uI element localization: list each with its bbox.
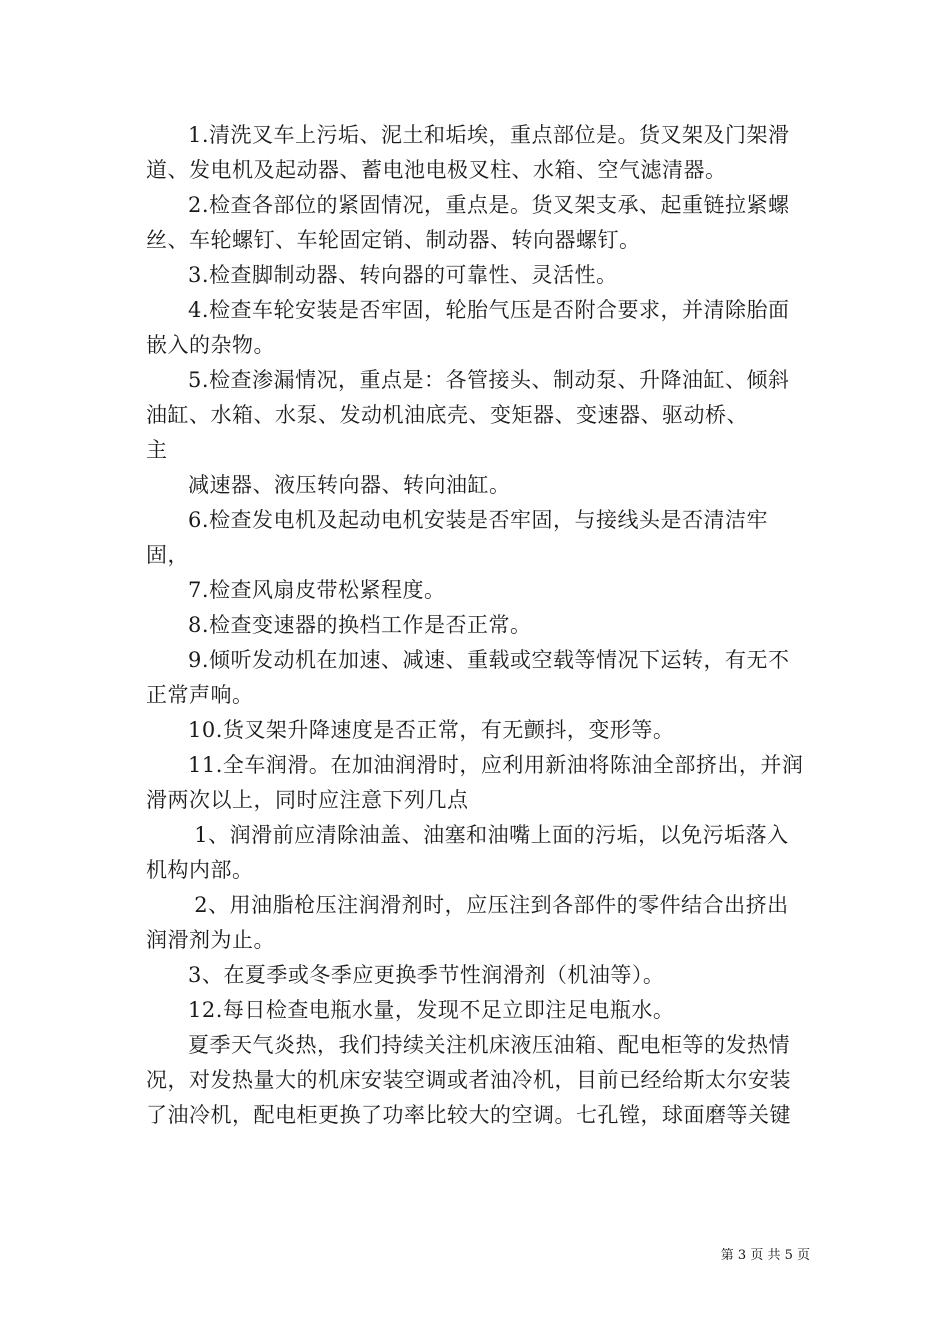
paragraph-8: 8.检查变速器的换档工作是否正常。 — [188, 613, 532, 637]
sub-item-2: 2、用油脂枪压注润滑剂时，应压注到各部件的零件结合出挤出润滑剂为止。 — [146, 893, 789, 952]
document-body — [146, 118, 810, 1133]
paragraph-6: 6.检查发电机及起动电机安装是否牢固，与接线头是否清洁牢固， — [146, 508, 769, 567]
paragraph-5: 5.检查渗漏情况，重点是：各管接头、制动泵、升降油缸、倾斜油缸、水箱、水泵、发动机油底壳、变矩器、变速器、驱动桥、 — [146, 368, 790, 427]
paragraph-12: 12.每日检查电瓶水量，发现不足立即注足电瓶水。 — [188, 998, 675, 1022]
page-number: 第 3 页 共 5 页 — [720, 1248, 810, 1263]
sub-item-3: 3、在夏季或冬季应更换季节性润滑剂（机油等）。 — [188, 963, 665, 987]
sub-item-1: 1、润滑前应清除油盖、油塞和油嘴上面的污垢，以免污垢落入机构内部。 — [146, 823, 789, 882]
paragraph-2: 2.检查各部位的紧固情况，重点是。货叉架支承、起重链拉紧螺丝、车轮螺钉、车轮固定销、制动器、转向器螺钉。 — [146, 193, 790, 252]
paragraph-10: 10.货叉架升降速度是否正常，有无颤抖，变形等。 — [188, 718, 675, 742]
paragraph-5-continuation: 主 — [146, 438, 168, 462]
paragraph-11: 11.全车润滑。在加油润滑时，应利用新油将陈油全部挤出，并润滑两次以上，同时应注意下列几点 — [146, 753, 804, 812]
paragraph-3: 3.检查脚制动器、转向器的可靠性、灵活性。 — [188, 263, 618, 287]
paragraph-1: 1.清洗叉车上污垢、泥土和垢埃，重点部位是。货叉架及门架滑道、发电机及起动器、蓄电池电极叉柱、水箱、空气滤清器。 — [146, 123, 790, 182]
paragraph-summer: 夏季天气炎热，我们持续关注机床液压油箱、配电柜等的发热情况，对发热量大的机床安装空调或者油冷机，目前已经给斯太尔安装了油冷机，配电柜更换了功率比较大的空调。七孔镗，球面磨等关键 — [146, 1033, 791, 1127]
paragraph-9: 9.倾听发动机在加速、减速、重载或空载等情况下运转，有无不正常声响。 — [146, 648, 790, 707]
paragraph-4: 4.检查车轮安装是否牢固，轮胎气压是否附合要求，并清除胎面嵌入的杂物。 — [146, 298, 790, 357]
paragraph-5-tail: 减速器、液压转向器、转向油缸。 — [188, 473, 511, 497]
paragraph-7: 7.检查风扇皮带松紧程度。 — [188, 578, 446, 602]
